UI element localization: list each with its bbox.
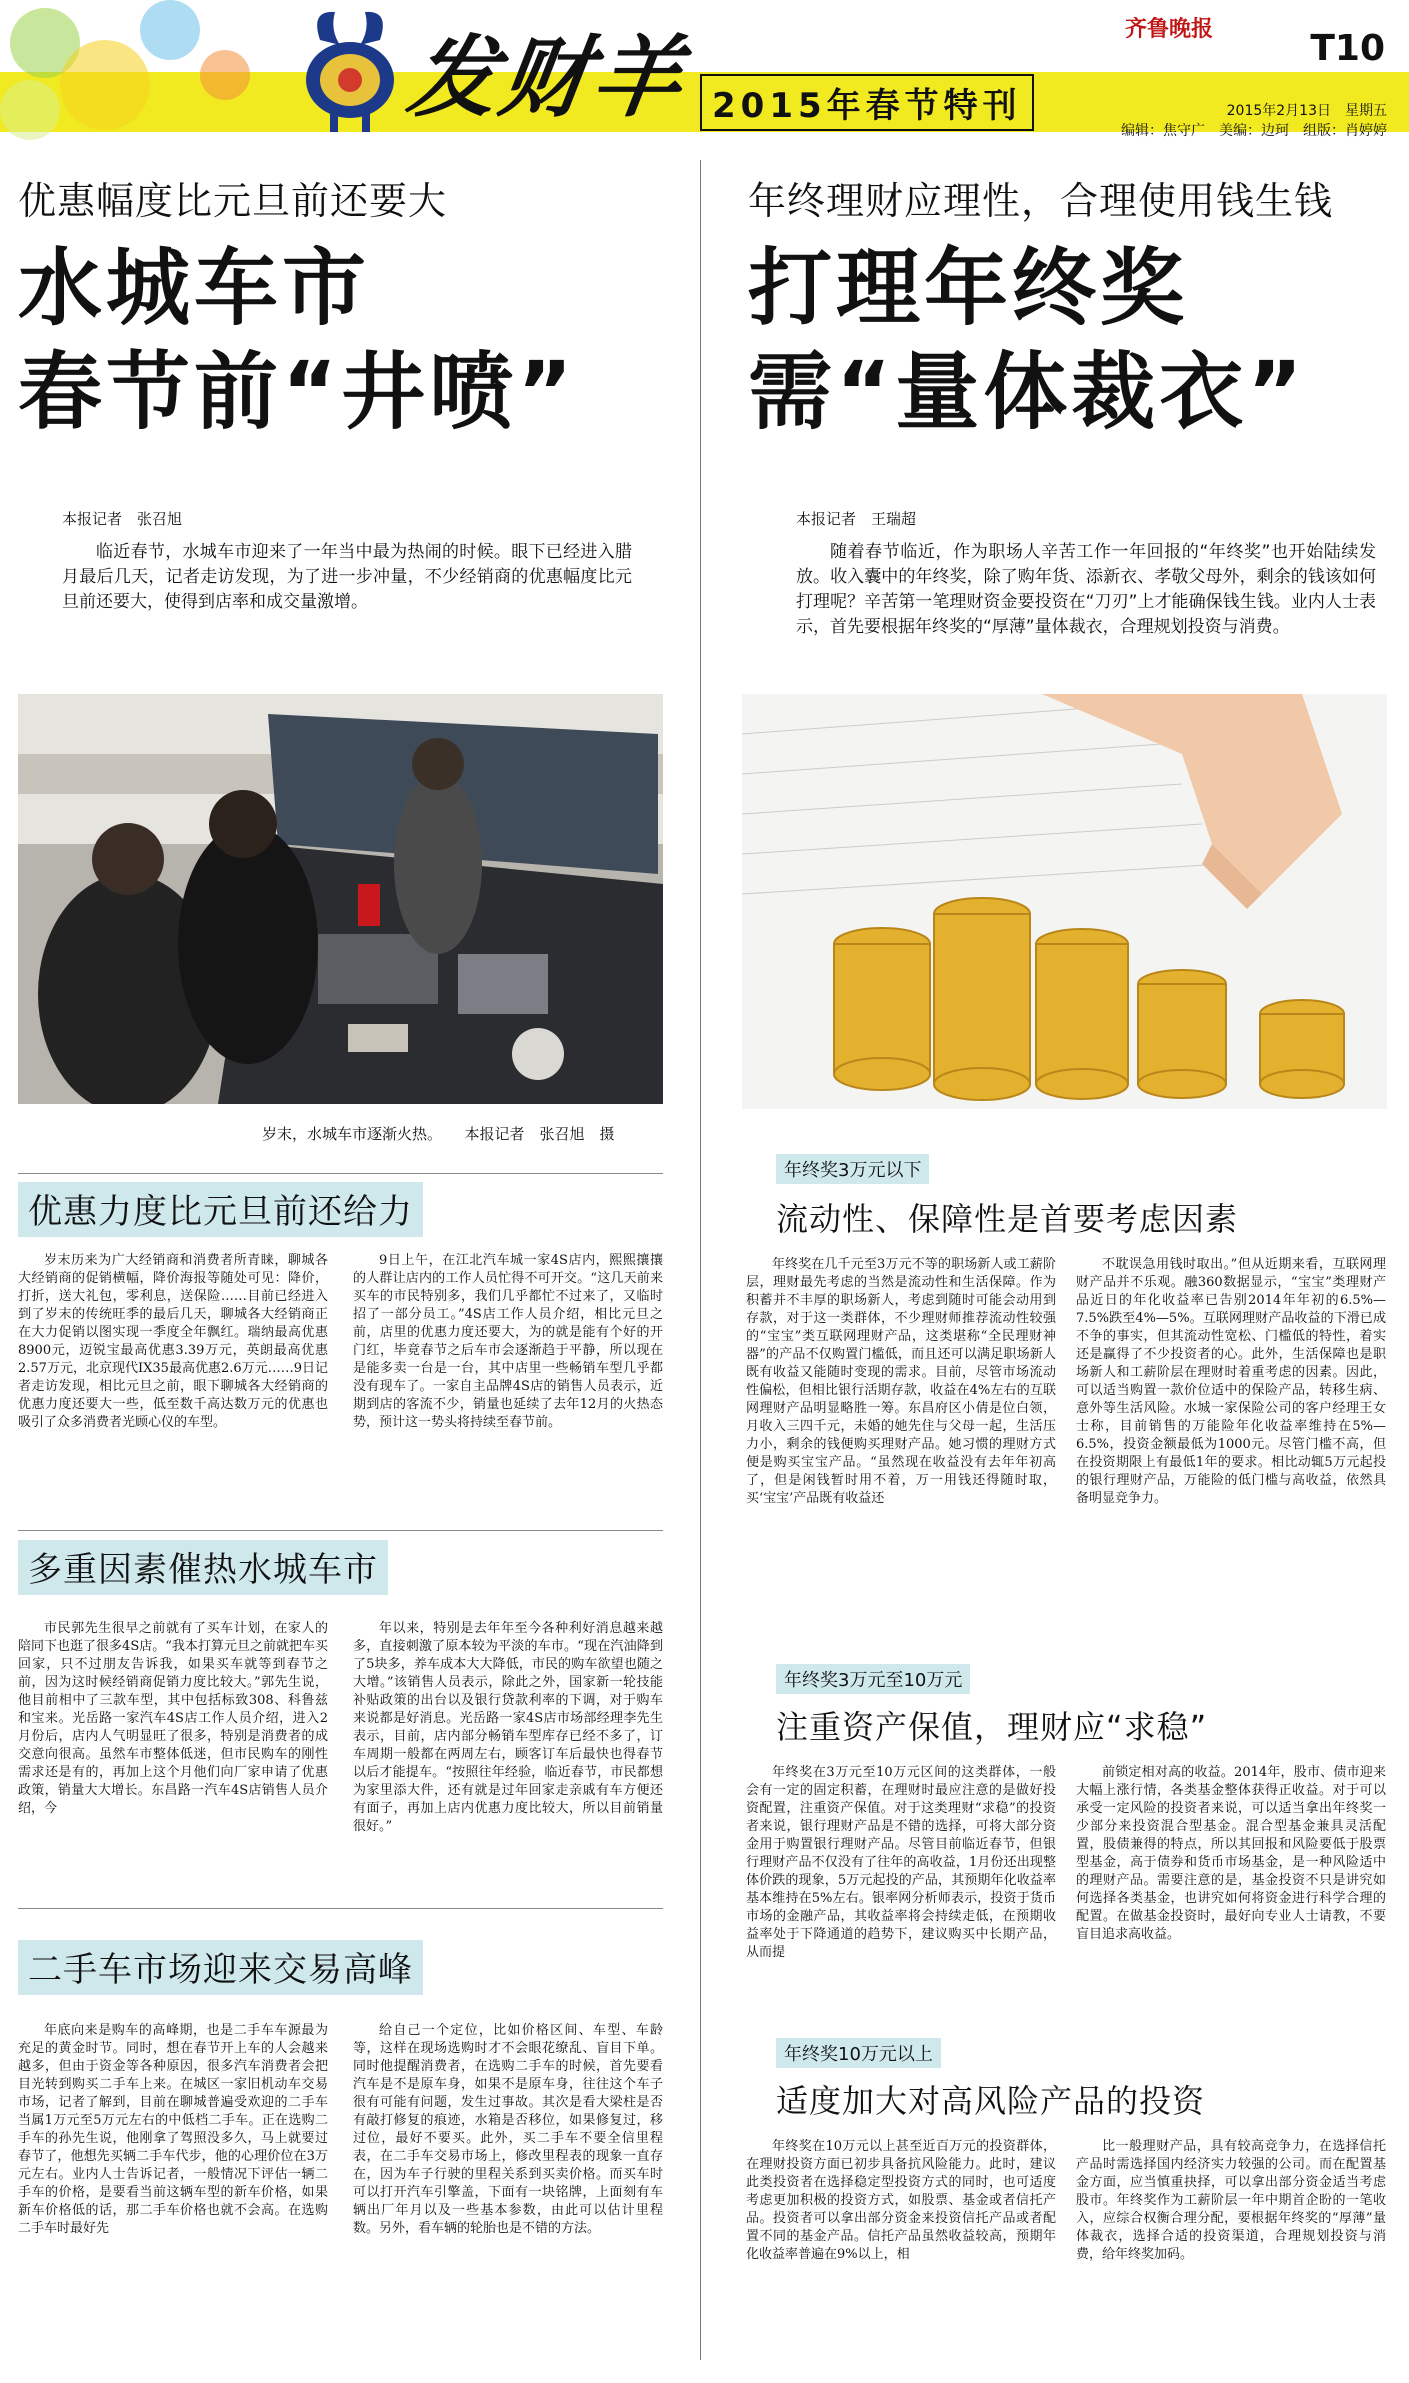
right-section-col: 不耽误急用钱时取出。”但从近期来看，互联网理财产品并不乐观。融360数据显示，“宝宝”类理财产品近日的年化收益率已告别2014年年初的6.5%—7.5%跌至4%—5%。互联网理财产品收益的下滑已成不争的事实，但其流动性宽松、门槛低的特性，着实还是赢得了不少投资者的心。此外，生活保障也是职场新人和工薪阶层在理财时着重考虑的因素。因此，可以适当购置一款价位适中的保险产品，转移生病、意外等生活风险。水城一家保险公司的客户经理王女士称，目前销售的万能险年化收益率维持在5%—6.5%，投资金额最低为1000元。尽管门槛不高，但在投资期限上有最低1年的要求。相比动辄5万元起投的银行理财产品，万能险的低门槛与高收益，依然具备明显竞争力。	[1076, 1257, 1386, 1506]
left-title-line2: 春节前“井喷”	[18, 343, 577, 441]
right-section-heading: 适度加大对高风险产品的投资	[776, 2082, 1206, 2120]
section-divider	[18, 1908, 663, 1909]
left-section-heading: 二手车市场迎来交易高峰	[18, 1940, 423, 1995]
left-title-line1: 水城车市	[18, 239, 371, 337]
right-section-col: 前锁定相对高的收益。2014年，股市、债市迎来大幅上涨行情，各类基金整体获得正收益。对于可以承受一定风险的投资者来说，可以适当拿出年终奖一少部分来投资混合型基金。混合型基金兼具灵活配置，股债兼得的特点，所以其回报和风险要低于股票型基金，高于债券和货币市场基金，是一种风险适中的理财产品。需要注意的是，基金投资不只是讲究如何选择各类基金，也讲究如何将资金进行科学合理的配置。在做基金投资时，最好向专业人士请教，不要盲目追求高收益。	[1076, 1765, 1386, 1942]
decor-bokeh	[60, 40, 150, 130]
left-kicker: 优惠幅度比元旦前还要大	[18, 179, 448, 223]
left-lead: 临近春节，水城车市迎来了一年当中最为热闹的时候。眼下已经进入腊月最后几天，记者走访发现，为了进一步冲量，不少经销商的优惠幅度比元旦前还要大，使得到店率和成交量激增。	[62, 542, 632, 612]
decor-bokeh	[140, 0, 200, 60]
masthead	[0, 0, 1409, 140]
right-lead: 随着春节临近，作为职场人辛苦工作一年回报的“年终奖”也开始陆续发放。收入囊中的年终奖，除了购年货、添新衣、孝敬父母外，剩余的钱该如何打理呢？辛苦第一笔理财资金要投资在“刀刃”上才能确保钱生钱。业内人士表示，首先要根据年终奖的“厚薄”量体裁衣，合理规划投资与消费。	[796, 542, 1376, 637]
left-section-col: 给自己一个定位，比如价格区间、车型、车龄等，这样在现场选购时才不会眼花缭乱、盲目下单。同时他提醒消费者，在选购二手车的时候，首先要看汽车是不是原车身，如果不是原车身，往往这个车子很有可能有问题，发生过事故。其次是看大梁柱是否有敲打修复的痕迹，水箱是否移位，如果修复过，移过位，最好不要买。此外，买二手车不要全信里程表，在二手车交易市场上，修改里程表的现象一直存在，因为车子行驶的里程关系到买卖价格。而买车时可以打开汽车引擎盖，下面有一块铭牌，上面刻有车辆出厂年月以及一些基本参数，由此可以估计里程数。另外，看车辆的轮胎也是不错的方法。	[353, 2023, 663, 2236]
decor-bokeh	[0, 80, 60, 140]
left-section-col: 年底向来是购车的高峰期，也是二手车车源最为充足的黄金时节。同时，想在春节开上车的人会越来越多，但由于资金等各种原因，很多汽车消费者会把目光转到购买二手车上来。在城区一家旧机动车交易市场，记者了解到，目前在聊城普遍受欢迎的二手车当属1万元至5万元左右的中低档二手车。正在选购二手车的孙先生说，他刚拿了驾照没多久，马上就要过春节了，他想先买辆二手车代步，他的心理价位在3万元左右。业内人士告诉记者，一般情况下评估一辆二手车的价格，是要看当前这辆车型的新车价格，如果新车价格低的话，那二手车价格也就不会高。在选购二手车时最好先	[18, 2023, 328, 2236]
right-section-col: 年终奖在10万元以上甚至近百万元的投资群体，在理财投资方面已初步具备抗风险能力。此时，建议此类投资者在选择稳定型投资方式的同时，也可适度考虑更加积极的投资方式，如股票、基金或者信托产品。投资者可以拿出部分资金来投资信托产品或者配置不同的基金产品。信托产品虽然收益较高，预期年化收益率普遍在9%以上，相	[746, 2139, 1056, 2262]
right-section-col: 比一般理财产品，具有较高竞争力，在选择信托产品时需选择国内经济实力较强的公司。而在配置基金方面，应当慎重抉择，可以拿出部分资金适当考虑股市。年终奖作为工薪阶层一年中期首企盼的一笔收入，应综合权衡合理分配，要根据年终奖的“厚薄”量体裁衣，选择合适的投资渠道，合理规划投资与消费，给年终奖加码。	[1076, 2139, 1386, 2262]
photo-caption: 岁末，水城车市逐渐火热。 本报记者 张召旭 摄	[262, 1125, 615, 1143]
right-section-col: 年终奖在3万元至10万元区间的这类群体，一般会有一定的固定积蓄，在理财时最应注意的是做好投资配置，注重资产保值。对于这类理财“求稳”的投资者来说，银行理财产品是不错的选择，可将大部分资金用于购置银行理财产品。尽管目前临近春节，但银行理财产品不仅没有了往年的高收益，1月份还出现整体价跌的现象，5万元起投的产品，其预期年化收益率基本维持在5%左右。银率网分析师表示，投资于货币市场的金融产品，其收益率将会持续走低，在预期收益率处于下降通道的趋势下，建议购买中长期产品，从而提	[746, 1765, 1056, 1960]
page-number: T10	[1310, 28, 1385, 69]
left-section-col: 市民郭先生很早之前就有了买车计划，在家人的陪同下也逛了很多4S店。“我本打算元旦之前就把车买回家，只不过朋友告诉我，如果买车就等到春节之前，因为这时候经销商促销力度比较大。”郭先生说，他目前相中了三款车型，其中包括标致308、科鲁兹和宝来。光岳路一家汽车4S店工作人员介绍，进入2月份后，店内人气明显旺了很多，特别是消费者的成交意向很高。虽然车市整体低迷，但市民购车的刚性需求还是有的，再加上这个月他们向厂家申请了优惠政策，销量大大增长。东昌路一汽车4S店销售人员介绍，今	[18, 1621, 328, 1816]
car-market-photo	[18, 694, 663, 1104]
gold-coins-photo	[742, 694, 1387, 1109]
section-divider	[18, 1173, 663, 1174]
right-kicker: 年终理财应理性，合理使用钱生钱	[748, 179, 1334, 223]
right-title-line1: 打理年终奖	[748, 239, 1189, 337]
left-section-col: 年以来，特别是去年年至今各种利好消息越来越多，直接刺激了原本较为平淡的车市。“现在汽油降到了5块多，养车成本大大降低，市民的购车欲望也随之大增。”该销售人员表示，除此之外，国家新一轮技能补贴政策的出台以及银行贷款利率的下调，对于购车来说都是好消息。光岳路一家4S店市场部经理李先生表示，目前，店内部分畅销车型库存已经不多了，订车周期一般都在两周左右，顾客订车后最快也得春节以后才能提车。“按照往年经验，临近春节，市民都想为家里添大件，还有就是过年回家走亲戚有车方便还有面子，再加上店内优惠力度比较大，所以目前销量很好。”	[353, 1621, 663, 1834]
right-section-col: 年终奖在几千元至3万元不等的职场新人或工薪阶层，理财最先考虑的当然是流动性和生活保障。作为积蓄并不丰厚的职场新人，考虑到随时可能会动用到存款，对于这一类群体，不少理财师推荐流动性较强的“宝宝”类互联网理财产品，这类堪称“全民理财神器”的产品不仅购置门槛低，而且还可以满足职场新人既有收益又能随时变现的需求。目前，尽管市场流动性偏松，但相比银行活期存款，收益在4%左右的互联网理财产品明显略胜一筹。东昌府区小倩是位白领，月收入三四千元，未婚的她先住与父母一起，生活压力小，剩余的钱便购买理财产品。她习惯的理财方式便是购买宝宝产品。“虽然现在收益没有去年年初高了，但是闲钱暂时用不着，万一用钱还得随时取，买‘宝宝’产品既有收益还	[746, 1257, 1056, 1506]
left-byline: 本报记者 张召旭	[62, 510, 183, 528]
right-title-line2: 需“量体裁衣”	[748, 343, 1307, 441]
left-section-heading: 优惠力度比元旦前还给力	[18, 1182, 423, 1237]
sheep-illustration	[290, 0, 410, 135]
issue-date: 2015年2月13日 星期五	[1226, 103, 1387, 119]
right-section-heading: 注重资产保值，理财应“求稳”	[776, 1708, 1208, 1746]
right-byline: 本报记者 王瑞超	[796, 510, 917, 528]
right-section-tag: 年终奖10万元以上	[776, 2038, 941, 2068]
special-issue-label: 2015年春节特刊	[700, 74, 1034, 131]
right-section-tag: 年终奖3万元以下	[776, 1154, 929, 1184]
editors-credit: 编辑：焦守广 美编：边珂 组版：肖婷婷	[1121, 123, 1387, 139]
brand-title: 发财羊	[401, 25, 693, 129]
left-section-col: 9日上午，在江北汽车城一家4S店内，熙熙攘攘的人群让店内的工作人员忙得不可开交。“这几天前来买车的市民特别多，我们几乎都忙不过来了，又临时招了一部分员工。”4S店工作人员介绍，相比元旦之前，店里的优惠力度还要大，为的就是能有个好的开门红，毕竟春节之后车市会逐渐趋于平静，所以现在是能多卖一台是一台，其中店里一些畅销车型几乎都没有现车了。一家自主品牌4S店的销售人员表示，近期到店的客流不少，销量也延续了去年12月的火热态势，预计这一势头将持续至春节前。	[353, 1253, 663, 1430]
right-section-heading: 流动性、保障性是首要考虑因素	[776, 1200, 1239, 1238]
section-divider	[18, 1530, 663, 1531]
left-section-heading: 多重因素催热水城车市	[18, 1540, 388, 1595]
right-section-tag: 年终奖3万元至10万元	[776, 1664, 970, 1694]
decor-bokeh	[200, 50, 250, 100]
column-separator	[700, 160, 701, 2360]
newspaper-name: 齐鲁晚报	[1124, 16, 1213, 42]
left-section-col: 岁末历来为广大经销商和消费者所青睐，聊城各大经销商的促销横幅，降价海报等随处可见：降价，打折，送大礼包，零利息，送保险……目前已经进入到了岁末的传统旺季的最后几天，聊城各大经销商正在大力促销以图实现一季度全年飘红。瑞纳最高优惠8900元，迈锐宝最高优惠3.39万元，英朗最高优惠2.57万元，北京现代IX35最高优惠2.6万元……9日记者走访发现，相比元旦之前，眼下聊城各大经销商的优惠力度还要大一些，低至数千高达数万元的优惠也吸引了众多消费者光顾心仪的车型。	[18, 1253, 328, 1430]
